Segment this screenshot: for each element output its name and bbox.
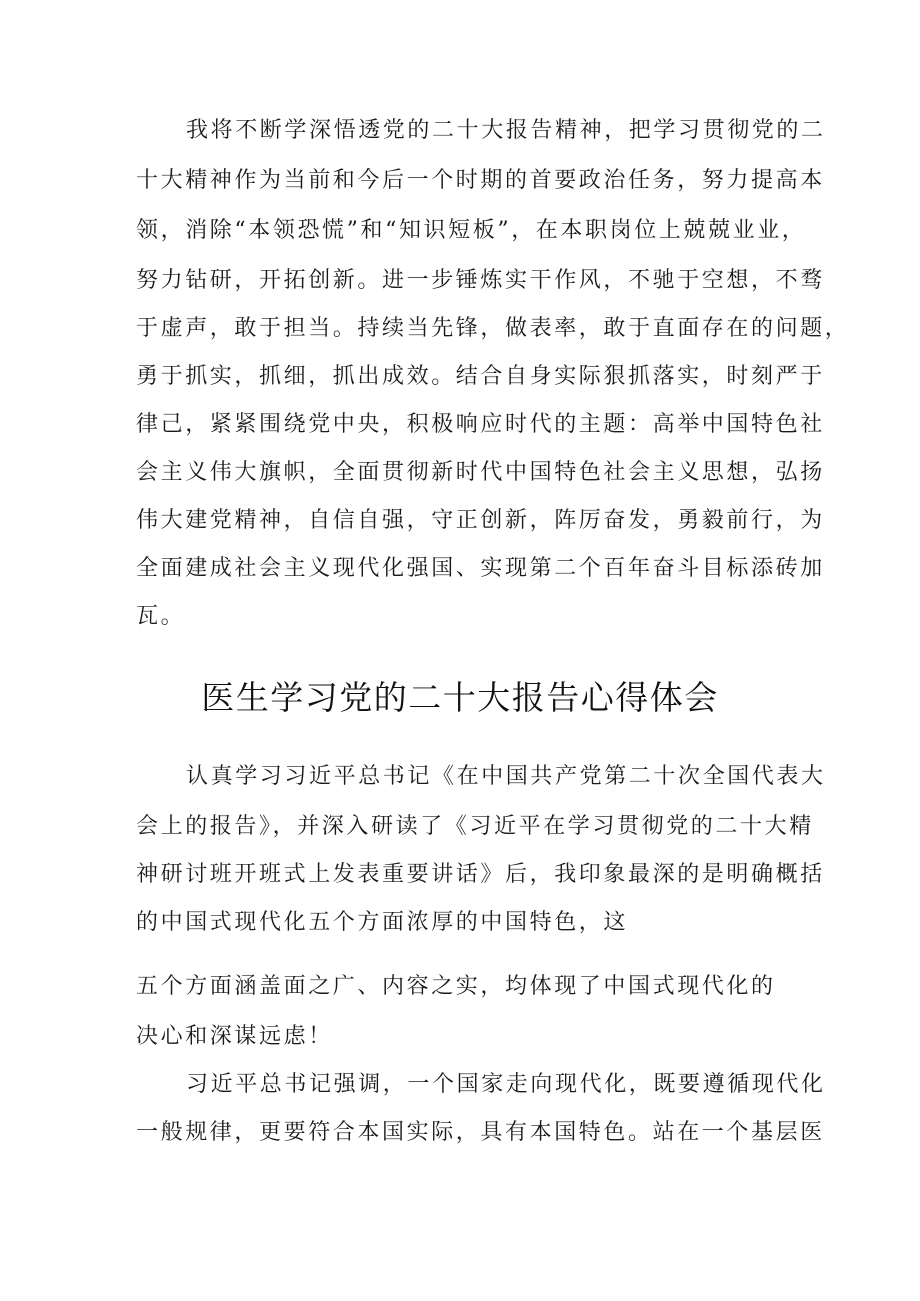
text-line: 会上的报告》，并深入研读了《习近平在学习贯彻党的二十大精: [136, 814, 814, 839]
page-title: 医生学习党的二十大报告心得体会: [201, 678, 719, 717]
text-line: 领，消除“本领恐慌”和“知识短板”，在本职岗位上兢兢业业，: [136, 218, 807, 243]
text-line: 努力钻研，开拓创新。进一步锤炼实干作风，不驰于空想，不骛: [136, 268, 825, 293]
text-line: 伟大建党精神，自信自强，守正创新，阵厉奋发，勇毅前行，为: [136, 508, 825, 533]
text-line: 我将不断学深悟透党的二十大报告精神，把学习贯彻党的二: [186, 118, 826, 143]
text-line: 习近平总书记强调，一个国家走向现代化，既要遵循现代化: [186, 1072, 826, 1097]
text-line: 认真学习习近平总书记《在中国共产党第二十次全国代表大: [186, 764, 826, 789]
text-line: 决心和深谋远虑！: [136, 1024, 333, 1049]
text-line: 勇于抓实，抓细，抓出成效。结合自身实际狠抓落实，时刻严于: [136, 364, 825, 389]
text-line: 会主义伟大旗帜，全面贯彻新时代中国特色社会主义思想，弘扬: [136, 460, 825, 485]
text-line: 五个方面涵盖面之广、内容之实，均体现了中国式现代化的: [136, 974, 776, 999]
text-line: 瓦。: [136, 604, 186, 629]
text-line: 律己，紧紧围绕党中央，积极响应时代的主题：高举中国特色社: [136, 412, 825, 437]
text-line: 的中国式现代化五个方面浓厚的中国特色，这: [136, 910, 629, 935]
text-line: 全面建成社会主义现代化强国、实现第二个百年奋斗目标添砖加: [136, 556, 825, 581]
text-line: 于虚声，敢于担当。持续当先锋，做表率，敢于直面存在的问题，: [136, 316, 850, 341]
text-line: 十大精神作为当前和今后一个时期的首要政治任务，努力提高本: [136, 168, 825, 193]
text-line: 一般规律，更要符合本国实际，具有本国特色。站在一个基层医: [136, 1120, 825, 1145]
text-line: 神研讨班开班式上发表重要讲话》后，我印象最深的是明确概括: [136, 862, 825, 887]
